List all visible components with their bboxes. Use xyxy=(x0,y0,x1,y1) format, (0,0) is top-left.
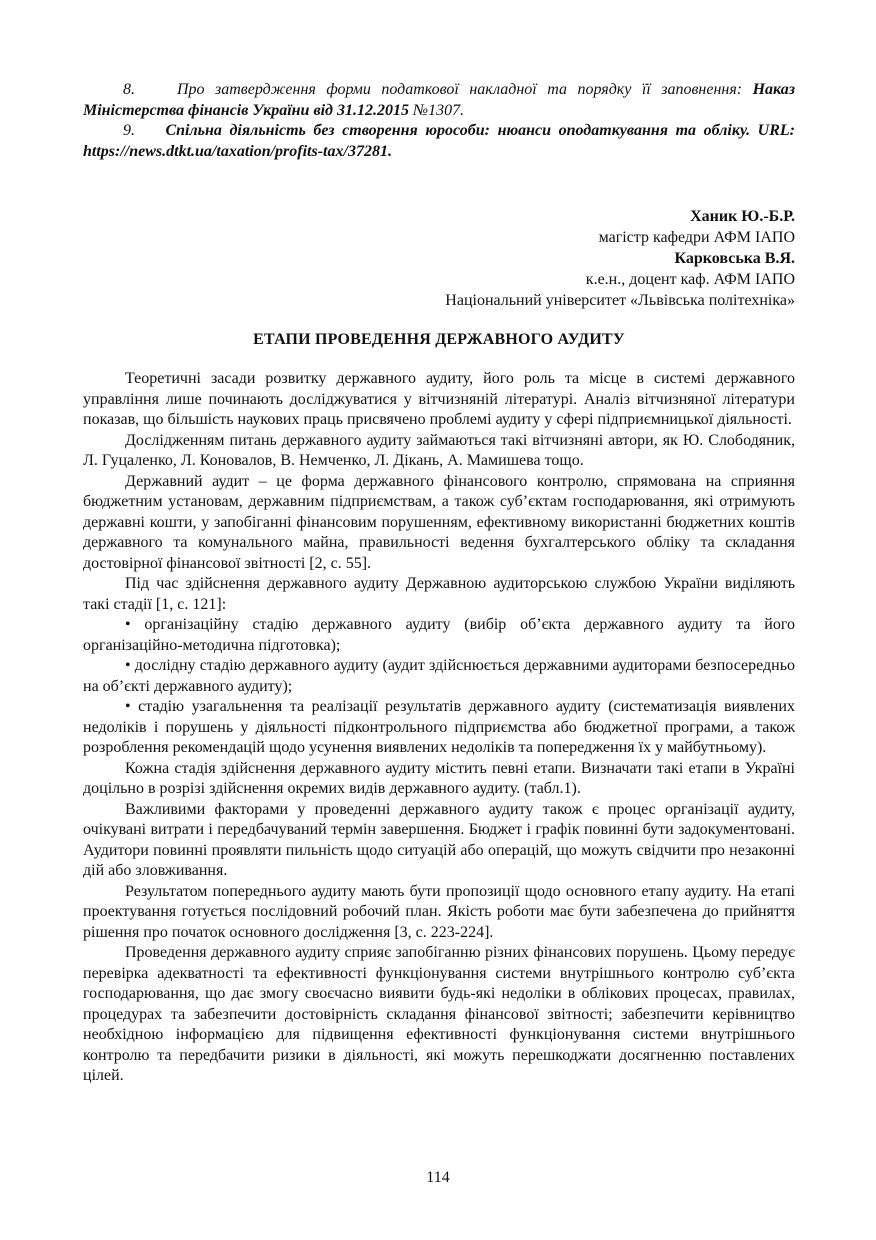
paragraph: Важливими факторами у проведенні державного аудиту також є процес організації аудиту, очікувані витрати і передбачуваний термін завершення. Бюджет і графік повинні бути задокументовані. Аудитори повинні проявляти пильність щодо ситуацій або операцій, що можуть свідчити про незаконні дій або зловживання. xyxy=(83,800,795,879)
bullet-item: • стадію узагальнення та реалізації результатів державного аудиту (систематизація виявлених недоліків і порушень у діяльності підконтрольного підприємства або бюджетної програми, а також розроблення рекомендацій щодо усунення виявлених недоліків та попередження їх у майбутньому). xyxy=(83,698,795,756)
reference-item xyxy=(83,121,795,162)
reference-source: Спільна діяльність без створення юрособи: нюанси оподаткування та обліку. URL: https://news.dtkt.ua/taxation/profits-tax/37281. xyxy=(83,122,796,160)
paragraph: Результатом попереднього аудиту мають бути пропозиції щодо основного етапу аудиту. На етапі проектування готується послідовний робочий план. Якість роботи має бути забезпечена до прийняття рішення про початок основного дослідження [3, с. 223-224]. xyxy=(83,882,795,941)
paragraph: Проведення державного аудиту сприяє запобіганню різних фінансових порушень. Цьому передує перевірка адекватності та ефективності функціонування системи внутрішнього контролю суб’єкта господарювання, що дає змогу своєчасно виявити будь-які недоліки в облікових процесах, правилах, процедурах та забезпечити достовірність складання фінансової звітності; забезпечити керівництво необхідною інформацією для підвищення ефективності функціонування системи внутрішнього контролю та передбачити ризики в діяльності, які можуть перешкоджати досягненню поставлених цілей. xyxy=(83,944,795,1084)
author-position: магістр кафедри АФМ ІАПО xyxy=(598,229,795,246)
reference-number: 9. xyxy=(123,122,135,139)
bullet-item: • дослідну стадію державного аудиту (аудит здійснюється державними аудиторами безпосередньо на об’єкті державного аудиту); xyxy=(83,657,795,695)
paragraph: Теоретичні засади розвитку державного аудиту, його роль та місце в системі державного управління лише починають досліджуватися у вітчизняній літературі. Аналіз вітчизняної літератури показав, що більшість наукових праць присвячено проблемі аудиту у сфері підприємницької діяльності. xyxy=(83,370,795,428)
reference-number: 8. xyxy=(123,81,135,98)
author-name: Карковська В.Я. xyxy=(674,250,795,267)
paragraph: Дослідженням питань державного аудиту займаються такі вітчизняні автори, як Ю. Слободяник, Л. Гуцаленко, Л. Коновалов, В. Немченко, Л. Дікань, А. Мамишева тощо. xyxy=(83,431,795,469)
reference-source: Наказ Міністерства фінансів України від 31.12.2015 xyxy=(83,81,796,119)
paragraph: Кожна стадія здійснення державного аудиту містить певні етапи. Визначати такі етапи в Україні доцільно в розрізі здійснення окремих видів державного аудиту. (табл.1). xyxy=(83,759,795,797)
reference-list xyxy=(83,80,795,162)
article-body xyxy=(83,369,795,1087)
bullet-item: • організаційну стадію державного аудиту (вибір об’єкта державного аудиту та його організаційно-методична підготовка); xyxy=(83,616,795,654)
reference-tail: №1307. xyxy=(412,101,465,119)
paragraph: Під час здійснення державного аудиту Державною аудиторською службою України виділяють такі стадії [1, с. 121]: xyxy=(83,575,795,613)
author-position: к.е.н., доцент каф. АФМ ІАПО xyxy=(585,271,795,288)
author-block xyxy=(445,206,795,311)
author-name: Ханик Ю.-Б.Р. xyxy=(690,208,795,225)
article-title: ЕТАПИ ПРОВЕДЕННЯ ДЕРЖАВНОГО АУДИТУ xyxy=(253,331,625,348)
page-number: 114 xyxy=(426,1169,450,1186)
reference-text: Про затвердження форми податкової накладної та порядку її заповнення: xyxy=(176,81,753,98)
author-institution: Національний університет «Львівська політехніка» xyxy=(445,292,795,309)
paragraph: Державний аудит – це форма державного фінансового контролю, спрямована на сприяння бюджетним установам, державним підприємствам, а також суб’єктам господарювання, які отримують державні кошти, у запобіганні фінансовим порушенням, ефективному використанні бюджетних коштів державного та комунального майна, правильності ведення бухгалтерського обліку та складання достовірної фінансової звітності [2, с. 55]. xyxy=(83,472,795,572)
reference-item xyxy=(83,80,795,121)
